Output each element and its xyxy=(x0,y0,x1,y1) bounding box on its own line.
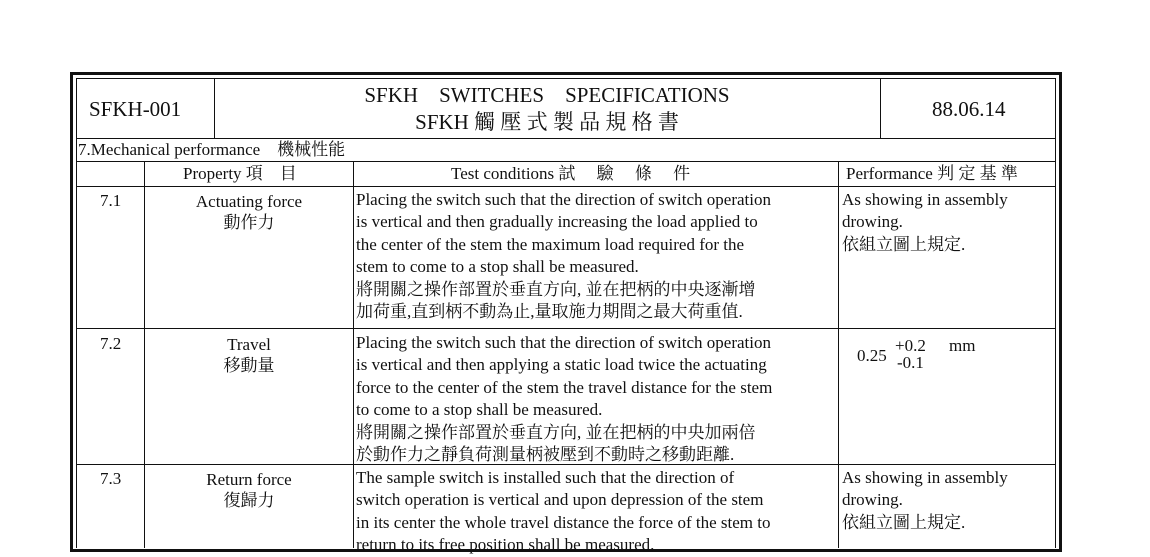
property-name xyxy=(145,191,353,233)
performance-criteria xyxy=(842,467,1008,534)
condition-line: switch operation is vertical and upon depression of the stem xyxy=(356,490,764,510)
column-header-performance: Performance 判 定 基 準 xyxy=(846,164,1018,183)
property-name-en: Actuating force xyxy=(195,192,303,211)
condition-line: in its center the whole travel distance the force of the stem to xyxy=(356,512,771,532)
test-conditions xyxy=(356,467,770,557)
condition-line: is vertical and then gradually increasing the load applied to xyxy=(356,212,758,232)
header-bottom-rule xyxy=(76,138,1056,139)
document-id: SFKH-001 xyxy=(89,97,182,121)
row-number: 7.1 xyxy=(100,191,122,210)
property-name xyxy=(145,469,353,511)
row-7-1-bottom-rule xyxy=(76,328,1056,329)
performance-line: drowing. xyxy=(842,212,903,232)
condition-line: the center of the stem the maximum load required for the xyxy=(356,234,745,254)
section-title: 7.Mechanical performance 機械性能 xyxy=(78,140,346,159)
condition-line: to come to a stop shall be measured. xyxy=(356,400,603,420)
property-name xyxy=(145,334,353,376)
performance-line: As showing in assembly xyxy=(842,468,1008,487)
test-conditions xyxy=(356,332,772,466)
column-header-bottom-rule xyxy=(76,186,1056,187)
performance-line: As showing in assembly xyxy=(842,190,1008,209)
performance-criteria xyxy=(842,189,1008,256)
property-name-en: Travel xyxy=(227,335,271,354)
performance-line: 依組立圖上規定. xyxy=(842,512,966,532)
travel-upper-tolerance: +0.2 xyxy=(895,336,926,355)
property-name-zh: 復歸力 xyxy=(223,491,275,510)
document-title-en: SFKH SWITCHES SPECIFICATIONS xyxy=(364,83,730,107)
condition-line: Placing the switch such that the direction of switch operation xyxy=(356,333,771,352)
travel-unit: mm xyxy=(949,336,976,355)
condition-line: 加荷重,直到柄不動為止,量取施力期間之最大荷重值. xyxy=(356,301,743,321)
condition-line: is vertical and then applying a static load twice the actuating xyxy=(356,355,767,375)
test-conditions xyxy=(356,189,771,323)
column-header-property: Property 項 目 xyxy=(183,164,297,183)
property-name-en: Return force xyxy=(206,470,292,489)
column-divider-conditions xyxy=(838,161,839,548)
property-name-zh: 動作力 xyxy=(223,213,275,232)
condition-line: 將開關之操作部置於垂直方向, 並在把柄的中央逐漸增 xyxy=(356,279,756,299)
condition-line: force to the center of the stem the travel distance for the stem xyxy=(356,377,773,397)
section-bottom-rule xyxy=(76,161,1056,162)
condition-line: The sample switch is installed such that the direction of xyxy=(356,468,735,487)
header-divider-right xyxy=(880,78,881,138)
document-title-zh: SFKH 觸 壓 式 製 品 規 格 書 xyxy=(415,110,679,134)
travel-nominal-value: 0.25 xyxy=(857,346,887,365)
column-header-conditions: Test conditions 試 驗 條 件 xyxy=(451,164,691,183)
row-number: 7.3 xyxy=(100,469,122,488)
condition-line: return to its free position shall be measured. xyxy=(356,535,655,555)
property-name-zh: 移動量 xyxy=(223,356,275,375)
travel-lower-tolerance: -0.1 xyxy=(897,353,924,372)
condition-line: Placing the switch such that the direction of switch operation xyxy=(356,190,771,209)
row-number: 7.2 xyxy=(100,334,122,353)
column-divider-property xyxy=(353,161,354,548)
document-date: 88.06.14 xyxy=(932,97,1006,121)
condition-line: 將開關之操作部置於垂直方向, 並在把柄的中央加兩倍 xyxy=(356,422,756,442)
condition-line: stem to come to a stop shall be measured. xyxy=(356,257,639,277)
performance-line: 依組立圖上規定. xyxy=(842,234,966,254)
condition-line: 於動作力之靜負荷測量柄被壓到不動時之移動距離. xyxy=(356,444,735,464)
performance-line: drowing. xyxy=(842,490,903,510)
